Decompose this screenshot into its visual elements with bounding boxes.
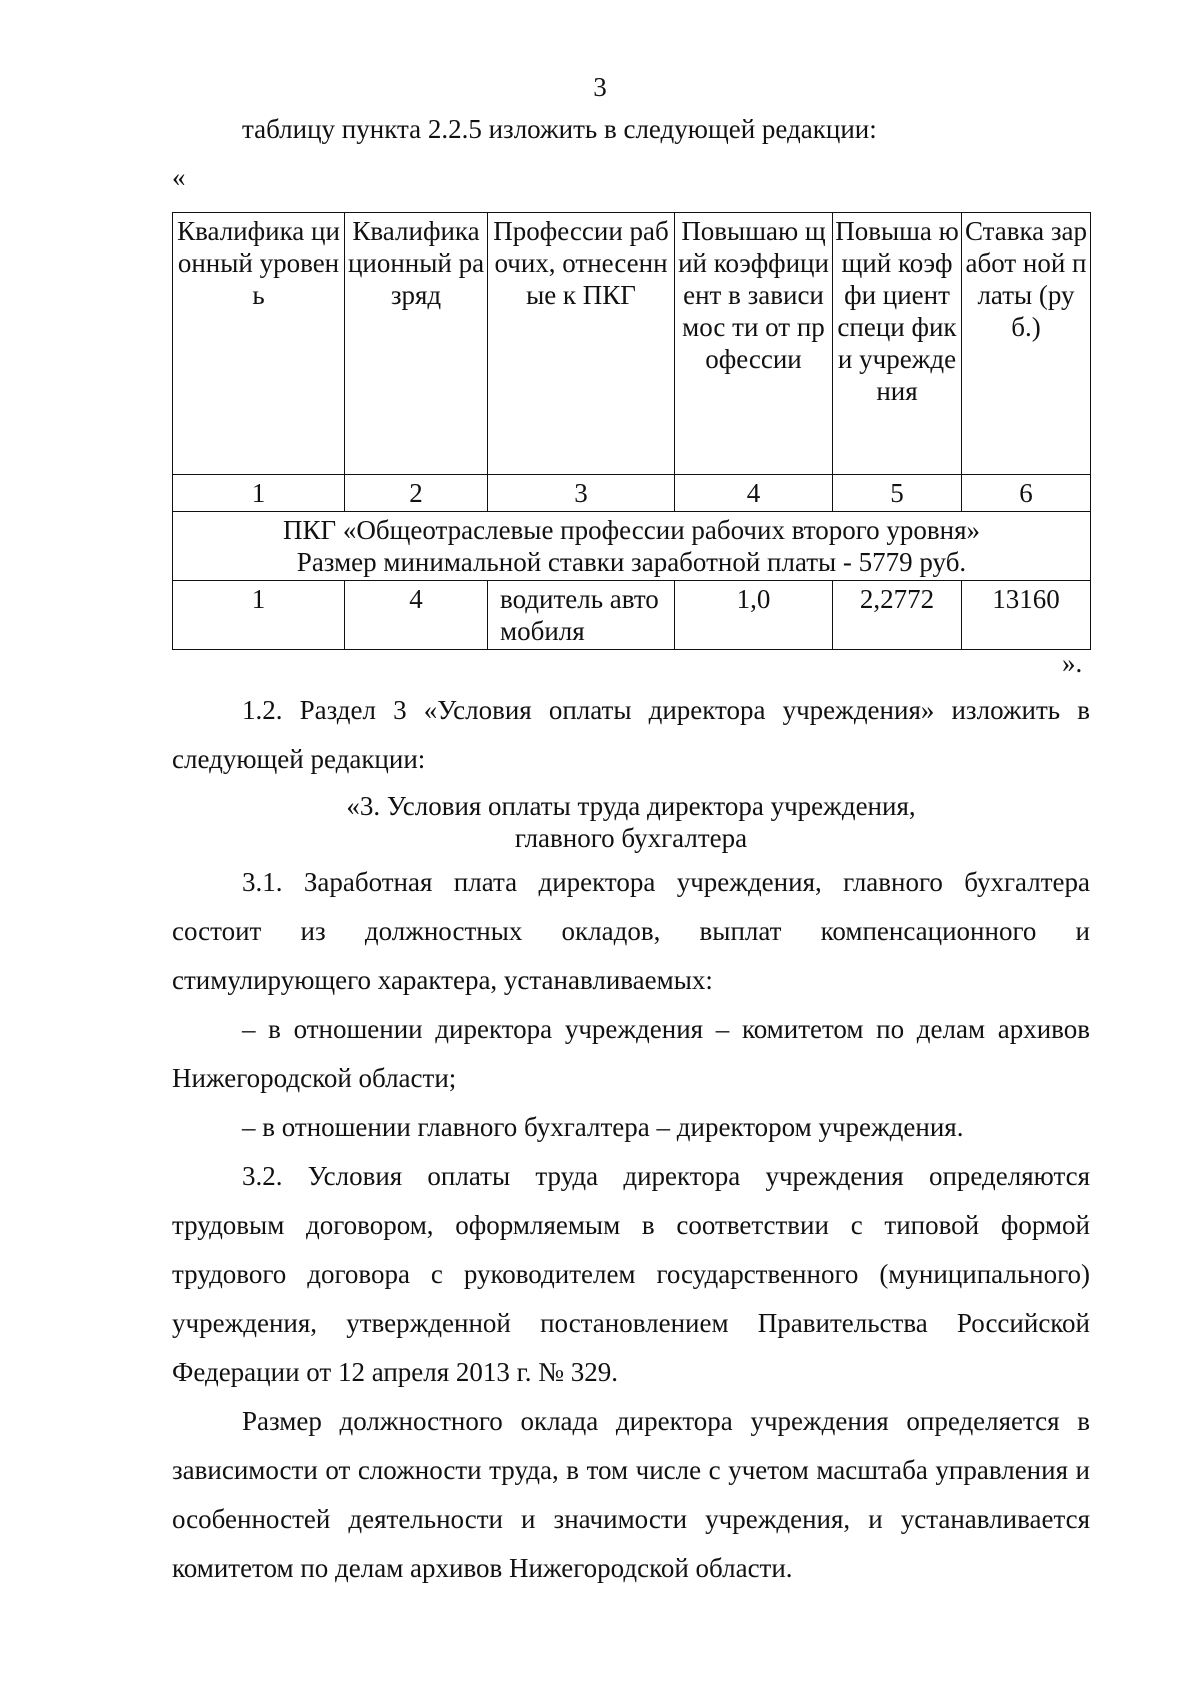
page-number: 3	[593, 72, 607, 102]
quote-open-mark: «	[172, 162, 186, 192]
group-title: ПКГ «Общеотраслевые профессии рабочих второго уровня»	[282, 515, 980, 545]
section-heading	[172, 790, 1090, 854]
group-subtitle: Размер минимальной ставки заработной платы - 5779 руб.	[296, 547, 967, 577]
table-header-row	[173, 213, 1091, 475]
table-row	[173, 581, 1091, 650]
paragraph-3-1: 3.1. Заработная плата директора учреждения, главного бухгалтера состоит из должностных окладов, выплат компенсационного и стимулирующего характера, устанавливаемых:	[172, 867, 1090, 995]
number-cell: 1	[173, 475, 345, 512]
header-cell-professions: Профессии рабочих, отнесенные к ПКГ	[488, 213, 675, 475]
header-cell-wage-rate: Ставка заработ ной платы (руб.)	[962, 213, 1091, 475]
row-cell-specifics-coef: 2,2772	[833, 581, 962, 650]
header-cell-qual-level: Квалифика ционный уровень	[173, 213, 345, 475]
number-cell: 5	[833, 475, 962, 512]
header-cell-qual-grade: Квалифика ционный разряд	[345, 213, 488, 475]
number-cell: 6	[962, 475, 1091, 512]
row-cell-wage: 13160	[962, 581, 1091, 650]
section-heading-line1: «3. Условия оплаты труда директора учреждения,	[346, 791, 916, 821]
header-cell-profession-coef: Повышаю щий коэффици ент в зависимос ти от профессии	[675, 213, 833, 475]
table-group-row	[173, 512, 1091, 581]
number-cell: 3	[488, 475, 675, 512]
paragraph-salary: Размер должностного оклада директора учреждения определяется в зависимости от сложности труда, в том числе с учетом масштаба управления и особенностей деятельности и значимости учреждения, и устанавливается комитетом по делам архивов Нижегородской области.	[172, 1406, 1090, 1583]
bullet-accountant: – в отношении главного бухгалтера – директором учреждения.	[242, 1112, 964, 1142]
table-number-row	[173, 475, 1091, 512]
number-cell: 2	[345, 475, 488, 512]
header-cell-specifics-coef: Повыша ющий коэффи циент специ фики учрежде ния	[833, 213, 962, 475]
row-cell-level: 1	[173, 581, 345, 650]
quote-close-mark: ».	[1062, 648, 1083, 678]
row-cell-profession: водитель автомобиля	[488, 581, 675, 650]
pkg-table	[172, 212, 1091, 650]
row-cell-profession-coef: 1,0	[675, 581, 833, 650]
paragraph-1-2: 1.2. Раздел 3 «Условия оплаты директора учреждения» изложить в следующей редакции:	[172, 695, 1090, 774]
paragraph-3-2: 3.2. Условия оплаты труда директора учреждения определяются трудовым договором, оформляемым в соответствии с типовой формой трудового договора с руководителем государственного (муниципального) учреждения, утвержденной постановлением Правительства Российской Федерации от 12 апреля 2013 г. № 329.	[172, 1161, 1090, 1387]
bullet-director: – в отношении директора учреждения – комитетом по делам архивов Нижегородской области;	[172, 1014, 1090, 1093]
row-cell-grade: 4	[345, 581, 488, 650]
number-cell: 4	[675, 475, 833, 512]
intro-line: таблицу пункта 2.2.5 изложить в следующей редакции:	[242, 114, 877, 144]
section-heading-line2: главного бухгалтера	[514, 823, 748, 853]
group-cell	[173, 512, 1091, 581]
